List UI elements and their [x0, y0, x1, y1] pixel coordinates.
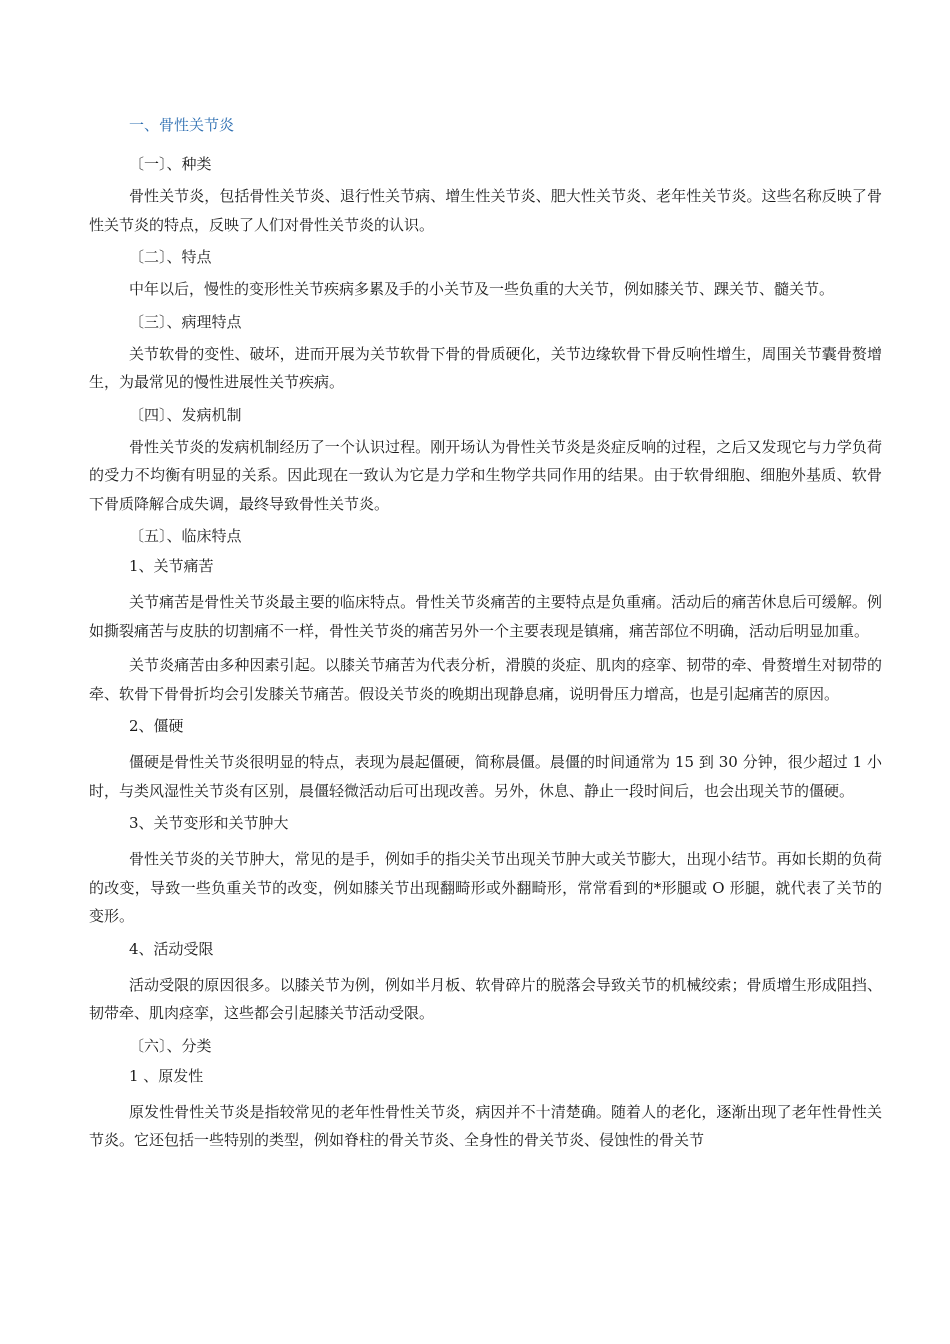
paragraph-mechanism: 骨性关节炎的发病机制经历了一个认识过程。刚开场认为骨性关节炎是炎症反响的过程，之后又发现它与力学负荷的受力不均衡有明显的关系。因此现在一致认为它是力学和生物学共同作用的结果。由于软骨细胞、细胞外基质、软骨下骨质降解合成失调，最终导致骨性关节炎。	[89, 437, 882, 513]
subheading-primary: 1 、原发性	[129, 1066, 204, 1085]
paragraph-deformity: 骨性关节炎的关节肿大，常见的是手，例如手的指尖关节出现关节肿大或关节膨大，出现小结节。再如长期的负荷的改变，导致一些负重关节的改变，例如膝关节出现翻畸形或外翻畸形，常常看到的*形腿或 O 形腿，就代表了关节的变形。	[89, 850, 882, 925]
paragraph-pathology: 关节软骨的变性、破坏，进而开展为关节软骨下骨的骨质硬化，关节边缘软骨下骨反响性增生，周围关节囊骨赘增生，为最常见的慢性进展性关节疾病。	[89, 344, 882, 391]
section-heading-types: 〔一〕、种类	[129, 155, 212, 173]
paragraph-joint-pain-2: 关节炎痛苦由多种因素引起。以膝关节痛苦为代表分析，滑膜的炎症、肌肉的痉挛、韧带的牵、骨赘增生对韧带的牵、软骨下骨骨折均会引发膝关节痛苦。假设关节炎的晚期出现静息痛，说明骨压力增高，也是引起痛苦的原因。	[89, 656, 882, 703]
paragraph-types: 骨性关节炎，包括骨性关节炎、退行性关节病、增生性关节炎、肥大性关节炎、老年性关节炎。这些名称反映了骨性关节炎的特点，反映了人们对骨性关节炎的认识。	[89, 187, 882, 234]
section-heading-pathology: 〔三〕、病理特点	[129, 312, 242, 331]
section-heading-mechanism: 〔四〕、发病机制	[129, 405, 242, 424]
paragraph-stiffness: 僵硬是骨性关节炎很明显的特点，表现为晨起僵硬，简称晨僵。晨僵的时间通常为 15 到 30 分钟，很少超过 1 小时，与类风湿性关节炎有区别，晨僵轻微活动后可出现改善。另外，休息、静止一段时间后，也会出现关节的僵硬。	[89, 753, 882, 800]
paragraph-features: 中年以后，慢性的变形性关节疾病多累及手的小关节及一些负重的大关节，例如膝关节、踝关节、髓关节。	[129, 280, 835, 298]
paragraph-joint-pain-1: 关节痛苦是骨性关节炎最主要的临床特点。骨性关节炎痛苦的主要特点是负重痛。活动后的痛苦休息后可缓解。例如撕裂痛苦与皮肤的切割痛不一样，骨性关节炎的痛苦另外一个主要表现是镇痛，痛苦部位不明确，活动后明显加重。	[89, 593, 882, 640]
paragraph-limited-motion: 活动受限的原因很多。以膝关节为例，例如半月板、软骨碎片的脱落会导致关节的机械绞索；骨质增生形成阻挡、韧带牵、肌肉痉挛，这些都会引起膝关节活动受限。	[89, 975, 882, 1022]
section-heading-features: 〔二〕、特点	[129, 248, 212, 266]
section-heading-clinical: 〔五〕、临床特点	[129, 527, 242, 545]
document-title: 一、骨性关节炎	[129, 116, 235, 134]
paragraph-primary: 原发性骨性关节炎是指较常见的老年性骨性关节炎，病因并不十清楚确。随着人的老化，逐渐出现了老年性骨性关节炎。它还包括一些特别的类型，例如脊柱的骨关节炎、全身性的骨关节炎、侵蚀性的骨关节	[89, 1102, 882, 1149]
subheading-deformity: 3、关节变形和关节肿大	[129, 814, 289, 832]
subheading-stiffness: 2、僵硬	[129, 717, 184, 735]
subheading-limited-motion: 4、活动受限	[129, 939, 214, 958]
section-heading-classification: 〔六〕、分类	[129, 1036, 212, 1055]
subheading-joint-pain: 1、关节痛苦	[129, 557, 214, 575]
